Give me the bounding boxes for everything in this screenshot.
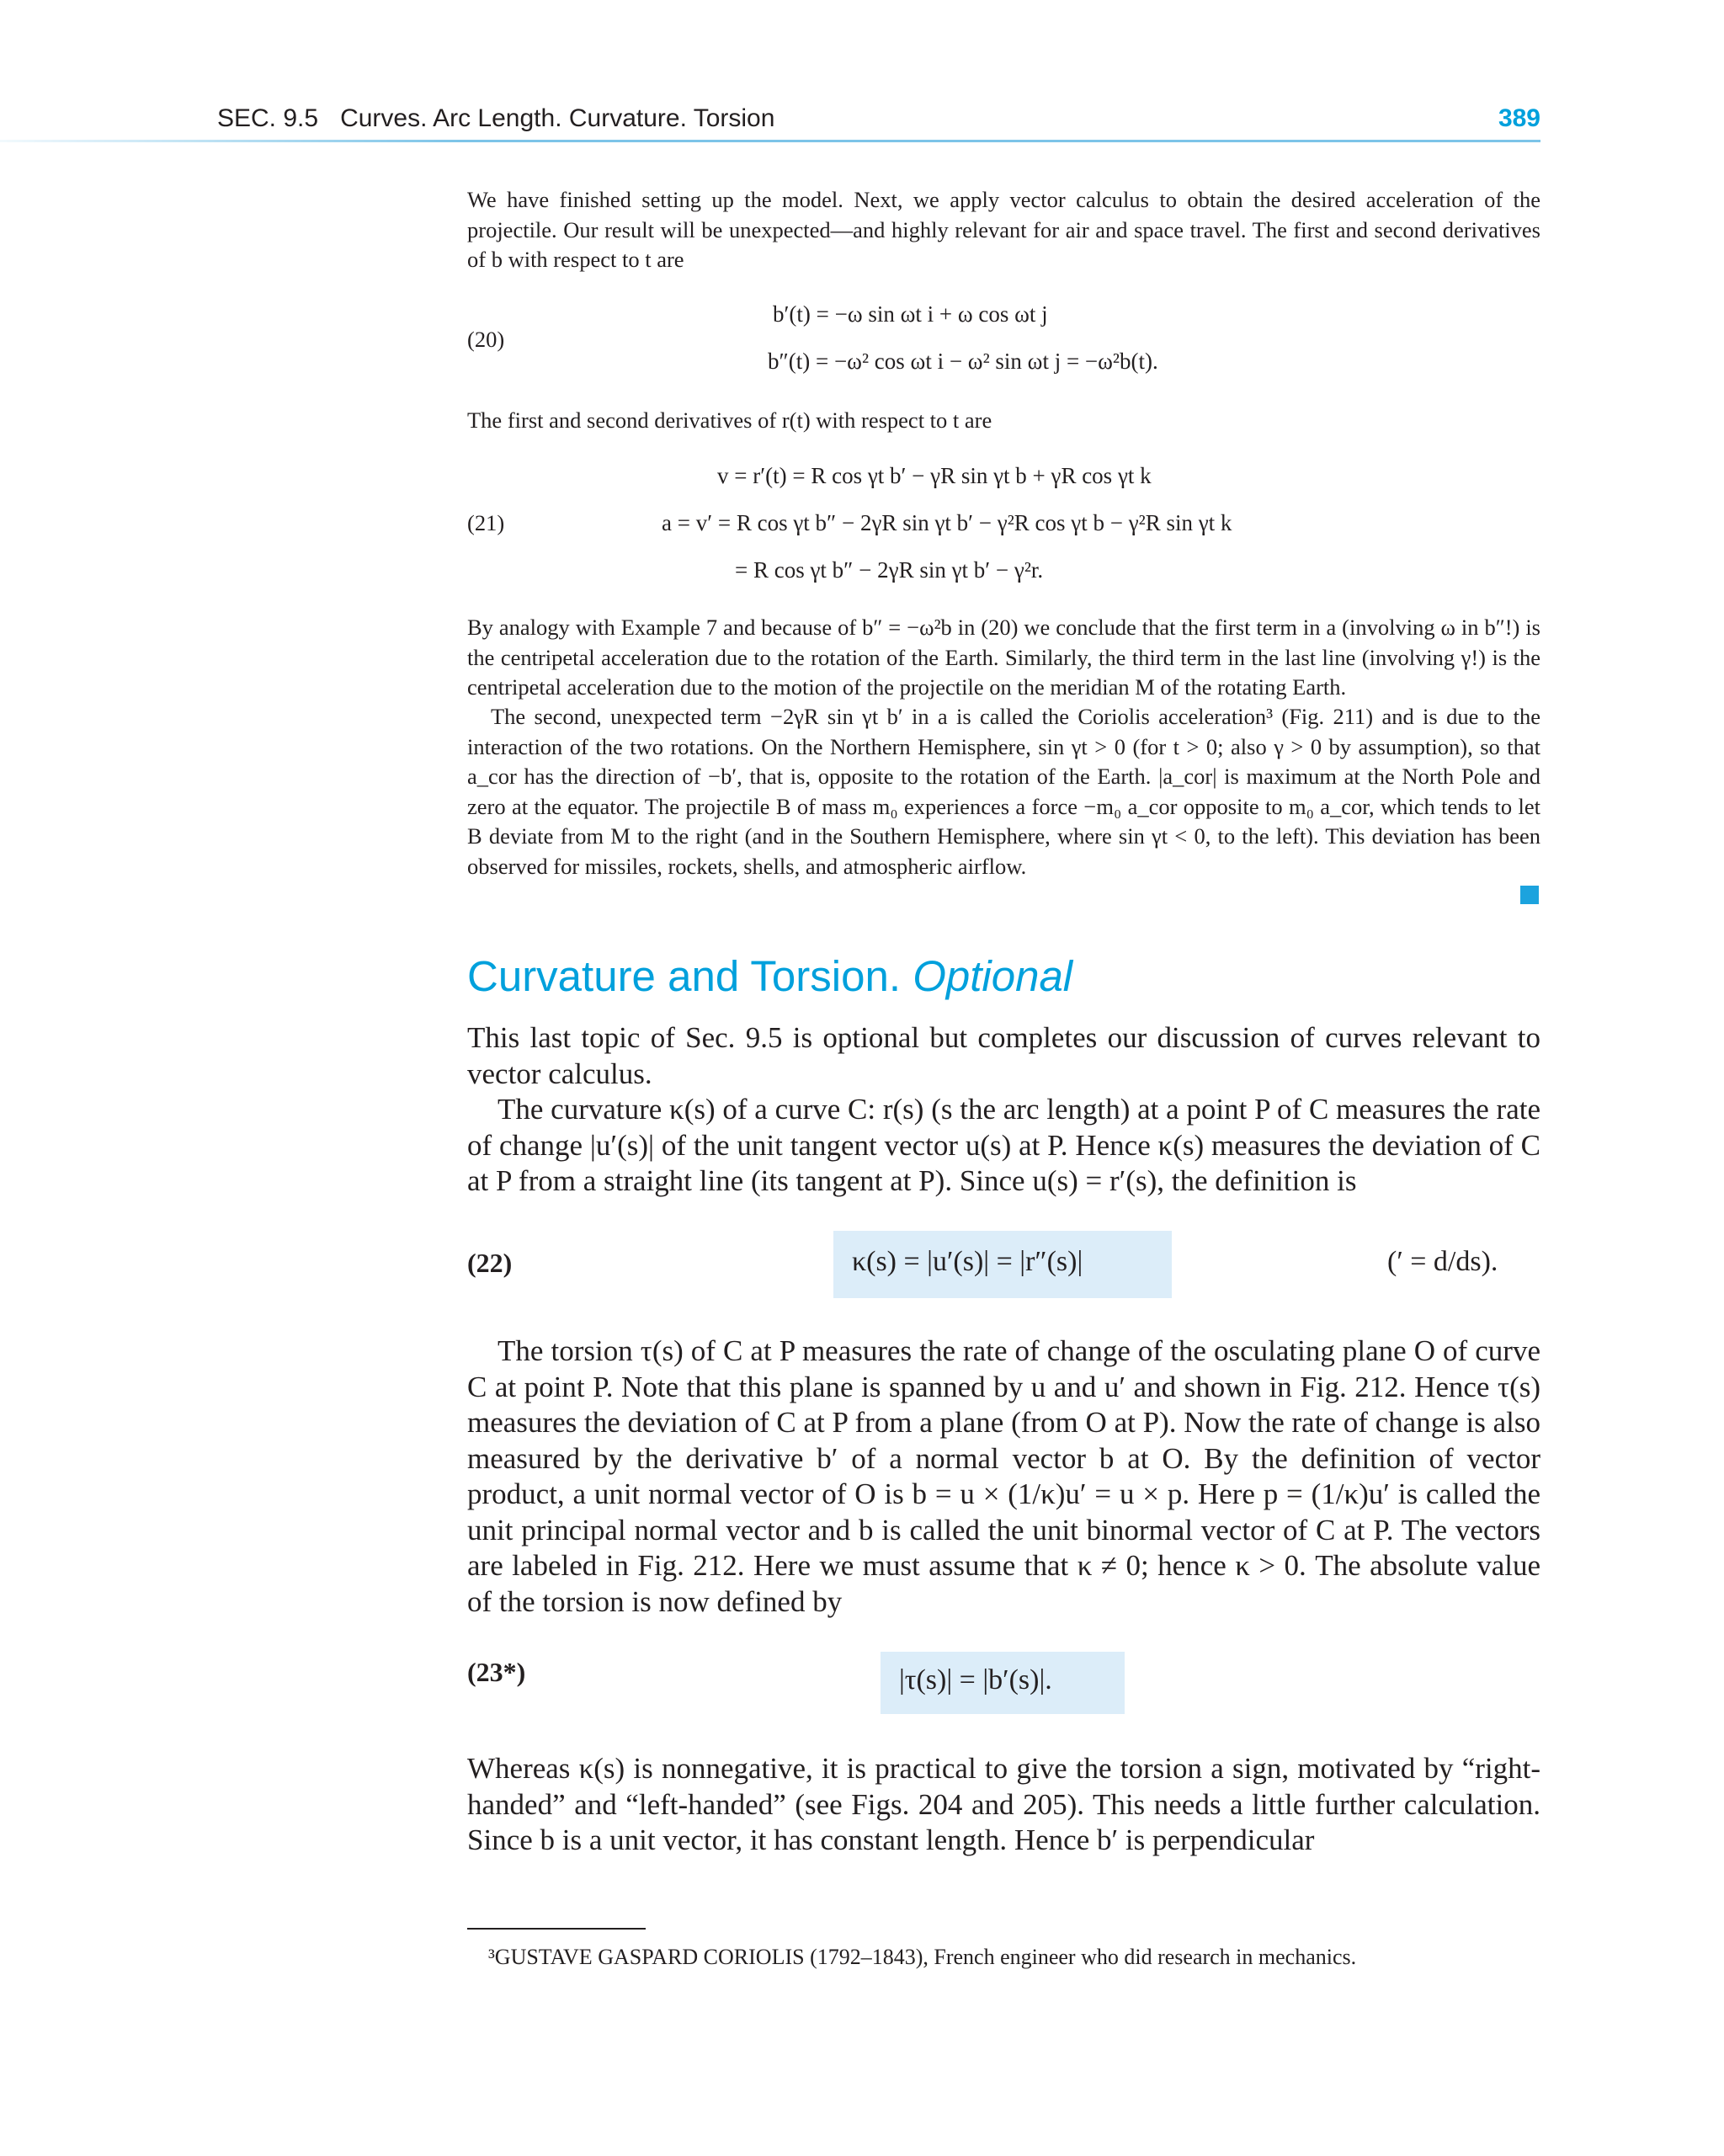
sign-paragraph: Whereas κ(s) is nonnegative, it is practical to give the torsion a sign, motivated by “right-handed” and “left-handed” (see Figs. 204 and 205). This needs a little further calculation. Since b is a unit vector, it has constant length. Hence b′ is perpendicular <box>467 1752 1540 1856</box>
eq21-line1: v = r′(t) = R cos γt b′ − γR sin γt b + γR cos γt k <box>717 463 1152 488</box>
eq20-line1: b′(t) = −ω sin ωt i + ω cos ωt j <box>773 301 1048 327</box>
eq21-label: (21) <box>467 510 505 535</box>
section-title <box>467 951 1072 1001</box>
eq21-line2: a = v′ = R cos γt b″ − 2γR sin γt b′ − γ²R cos γt b − γ²R sin γt k <box>662 510 1232 535</box>
header-title: Curves. Arc Length. Curvature. Torsion <box>340 104 775 132</box>
torsion-paragraph: The torsion τ(s) of C at P measures the rate of change of the osculating plane O of curve C at point P. Note that this plane is spanned by u and u′ and shown in Fig. 212. Hence τ(s) measures the deviation of C at P from a plane (from O at P). Now the rate of change is also measured by the derivative b′ of a normal vector b at O. By the definition of vector product, a unit normal vector of O is b = u × (1/κ)u′ = u × p. Here p = (1/κ)u′ is called the unit principal normal vector and b is called the unit binormal vector of C at P. The vectors are labeled in Fig. 212. Here we must assume that κ ≠ 0; hence κ > 0. The absolute value of the torsion is now defined by <box>467 1334 1540 1618</box>
coriolis-paragraph: The second, unexpected term −2γR sin γt b′ in a is called the Coriolis acceleration³ (Fig. 211) and is due to the interaction of the two rotations. On the Northern Hemisphere, sin γt > 0 (for t > 0; also γ > 0 by assumption), so that a_cor has the direction of −b′, that is, opposite to the rotation of the Earth. |a_cor| is maximum at the North Pole and zero at the equator. The projectile B of mass m₀ experiences a force −m₀ a_cor opposite to m₀ a_cor, which tends to let B deviate from M to the right (and in the Southern Hemisphere, where sin γt < 0, to the left). This deviation has been observed for missiles, rockets, shells, and atmospheric airflow. <box>467 704 1540 879</box>
curvature-paragraph: The curvature κ(s) of a curve C: r(s) (s the arc length) at a point P of C measures the rate of change |u′(s)| of the unit tangent vector u(s) at P. Hence κ(s) measures the deviation of C at P from a straight line (its tangent at P). Since u(s) = r′(s), the definition is <box>467 1093 1540 1197</box>
section-title-optional: Optional <box>913 952 1073 1000</box>
intro-paragraph: We have finished setting up the model. Next, we apply vector calculus to obtain the desired acceleration of the projectile. Our result will be unexpected—and highly relevant for air and space travel. The first and second derivatives of b with respect to t are <box>467 187 1540 272</box>
footnote-rule <box>467 1928 646 1930</box>
running-header <box>217 104 774 133</box>
eq22-label: (22) <box>467 1248 513 1278</box>
eq23-label: (23*) <box>467 1657 526 1687</box>
analogy-paragraph: By analogy with Example 7 and because of b″ = −ω²b in (20) we conclude that the first term in a (involving ω in b″!) is the centripetal acceleration due to the rotation of the Earth. Similarly, the third term in the last line (involving γ!) is the centripetal acceleration due to the motion of the projectile on the meridian M of the rotating Earth. <box>467 615 1540 700</box>
r-derivatives-paragraph: The first and second derivatives of r(t) with respect to t are <box>467 407 992 433</box>
eq21-line3: = R cos γt b″ − 2γR sin γt b′ − γ²r. <box>735 557 1044 583</box>
eq22-formula: κ(s) = |u′(s)| = |r″(s)| <box>852 1246 1083 1277</box>
header-rule <box>0 140 1540 142</box>
eq22-note: (′ = d/ds). <box>1387 1246 1498 1277</box>
eq23-formula: |τ(s)| = |b′(s)|. <box>899 1664 1052 1696</box>
header-section-number: SEC. 9.5 <box>217 104 319 132</box>
footnote: ³GUSTAVE GASPARD CORIOLIS (1792–1843), French engineer who did research in mechanics. <box>488 1945 1357 1969</box>
optional-paragraph: This last topic of Sec. 9.5 is optional but completes our discussion of curves relevant to vector calculus. <box>467 1021 1540 1090</box>
end-of-example-marker <box>1520 886 1539 904</box>
eq20-line2: b″(t) = −ω² cos ωt i − ω² sin ωt j = −ω²b(t). <box>768 349 1158 374</box>
section-title-main: Curvature and Torsion. <box>467 952 902 1000</box>
page-number: 389 <box>1498 104 1540 132</box>
eq20-label: (20) <box>467 327 505 352</box>
